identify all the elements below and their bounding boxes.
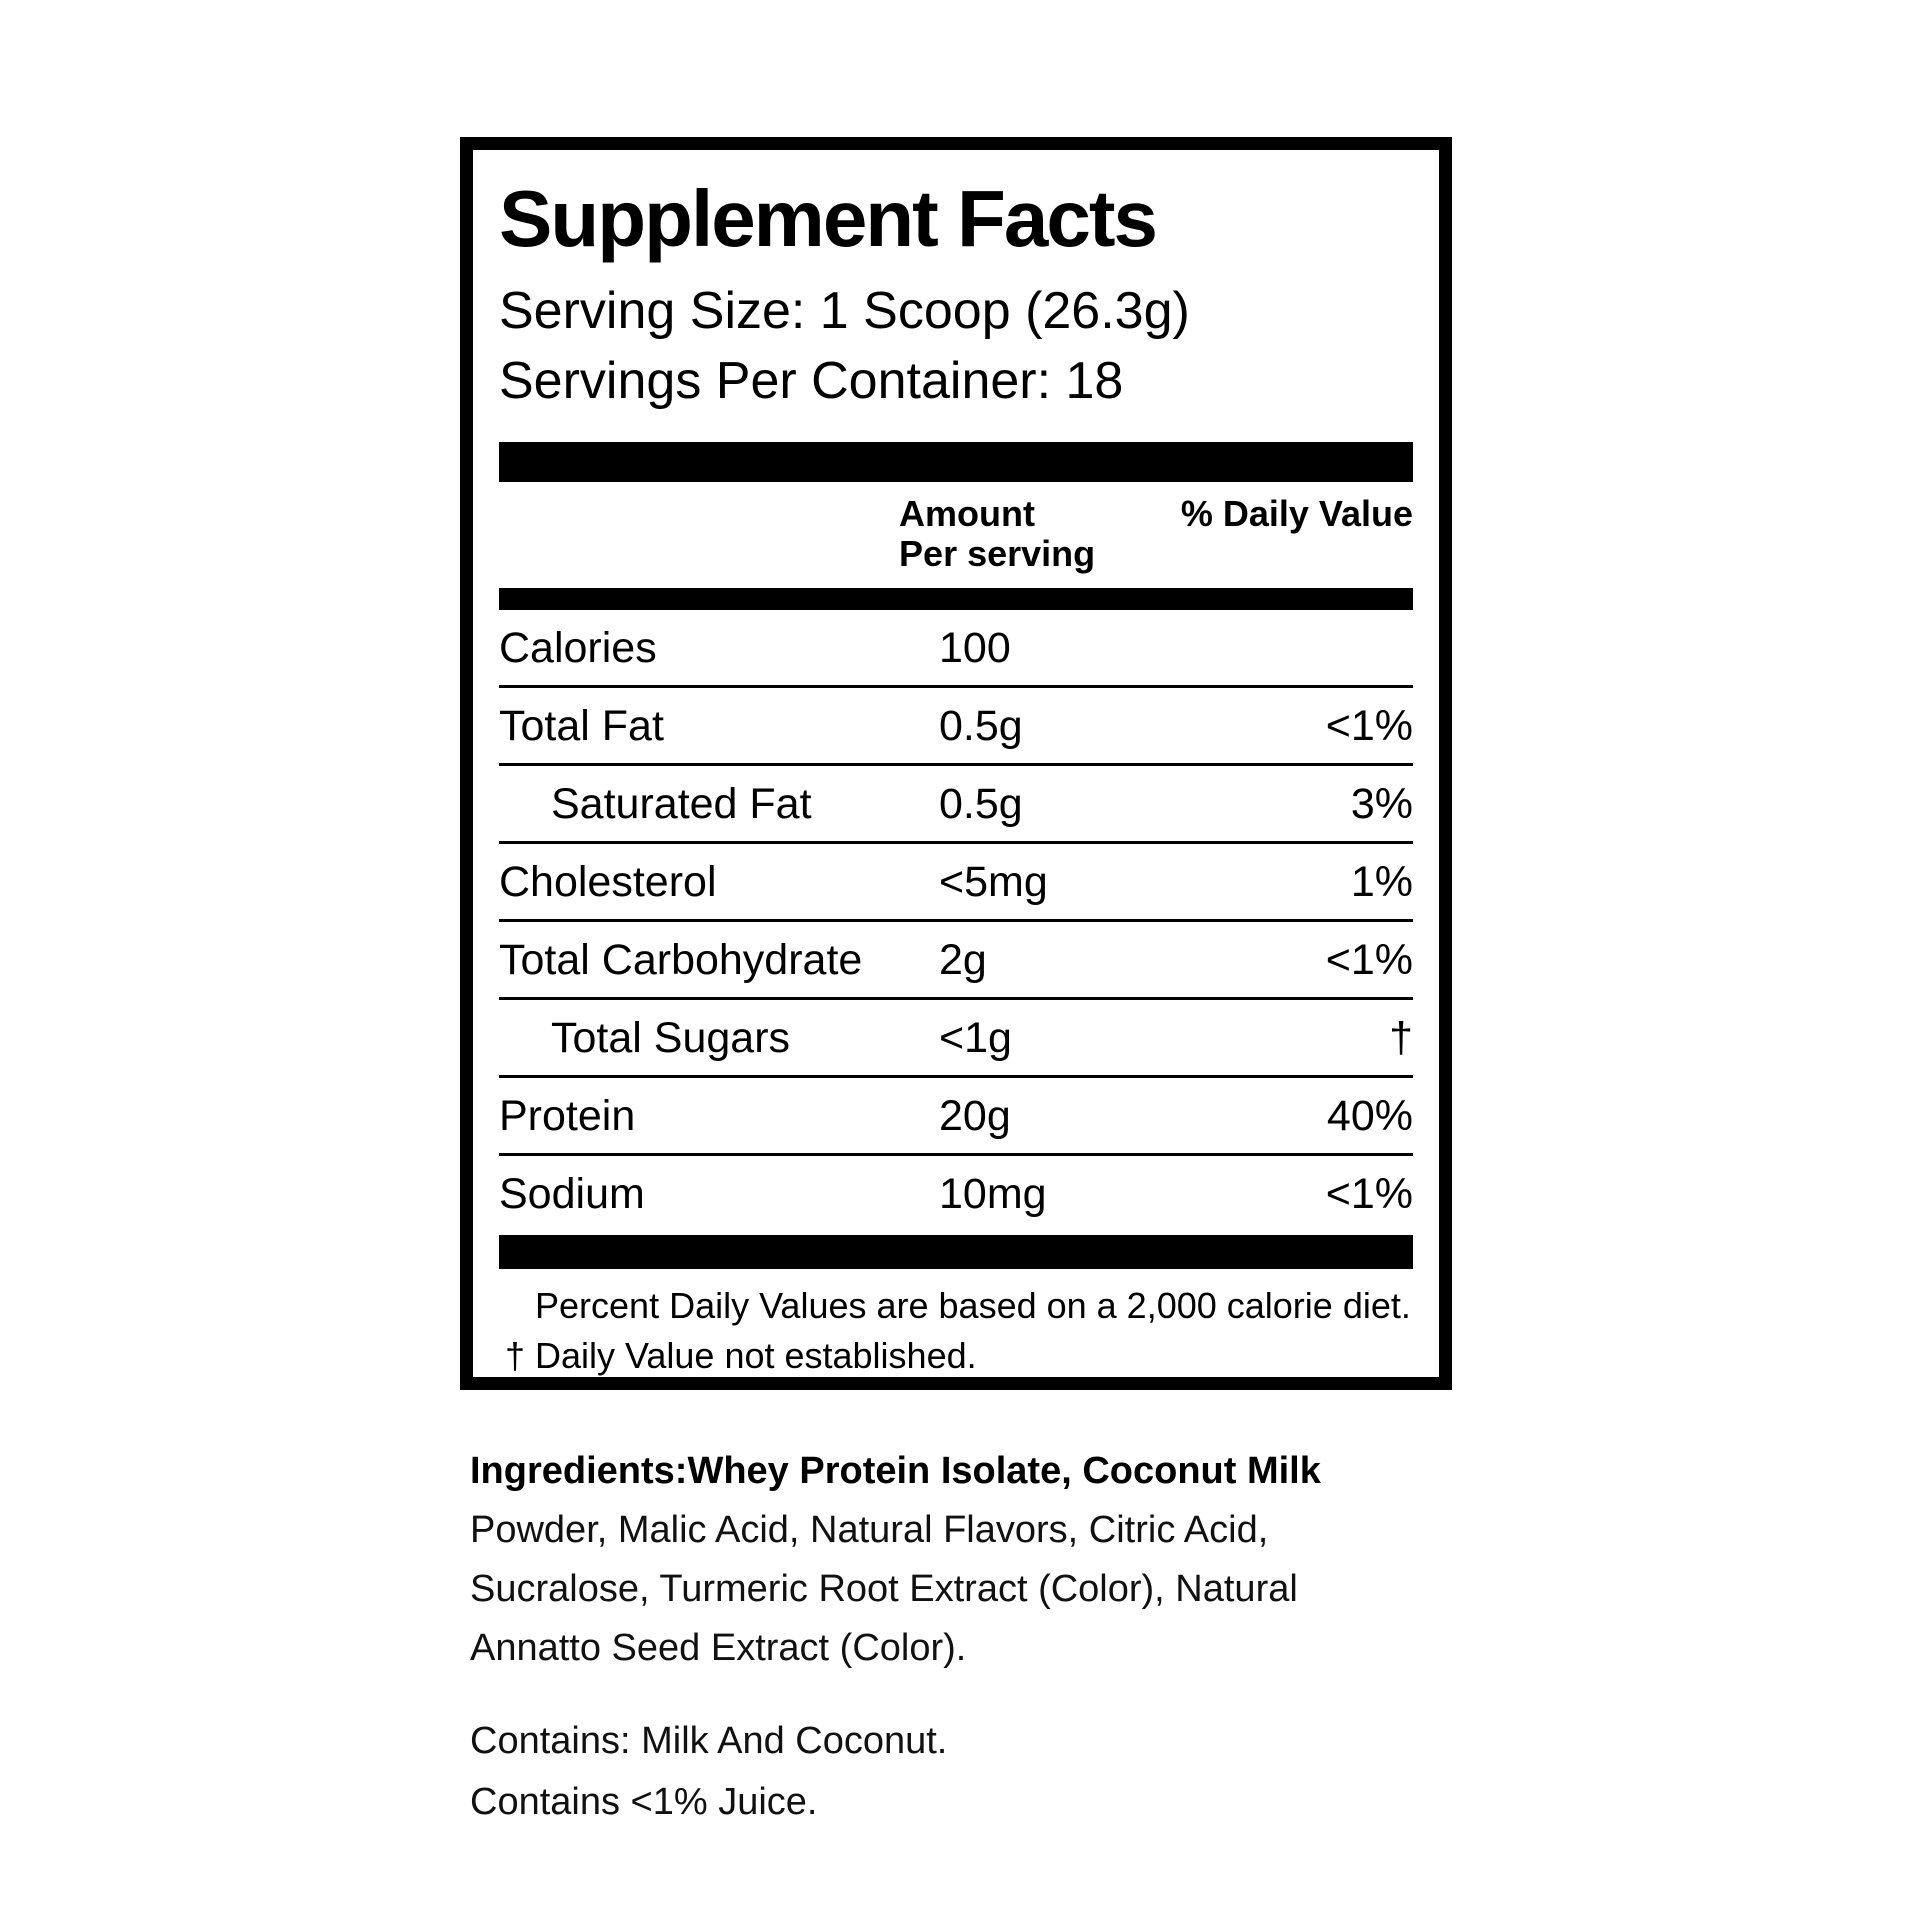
contains-allergens: Contains: Milk And Coconut.: [470, 1720, 948, 1762]
nutrient-daily-value: 1%: [1350, 858, 1413, 906]
nutrient-amount: 0.5g: [939, 780, 1023, 828]
serving-info: [499, 276, 1413, 416]
nutrient-name: Calories: [499, 624, 657, 672]
nutrient-name: Saturated Fat: [551, 780, 812, 828]
panel-title: Supplement Facts: [499, 174, 1157, 263]
separator-bar-top: [499, 442, 1413, 482]
nutrient-daily-value: 40%: [1326, 1092, 1413, 1140]
servings-per-container: Servings Per Container: 18: [499, 352, 1124, 410]
nutrient-name: Total Fat: [499, 702, 664, 750]
nutrient-name: Total Sugars: [551, 1014, 791, 1062]
ingredients-section: [470, 1442, 1430, 1833]
nutrient-amount: 100: [939, 624, 1011, 672]
nutrient-name: Total Carbohydrate: [499, 936, 863, 984]
nutrient-daily-value: <1%: [1325, 1170, 1413, 1218]
nutrient-name: Cholesterol: [499, 858, 717, 906]
serving-size: Serving Size: 1 Scoop (26.3g): [499, 282, 1190, 340]
nutrient-amount: 10mg: [939, 1170, 1047, 1218]
table-row-calories: [499, 610, 1413, 688]
nutrient-amount: <5mg: [939, 858, 1048, 906]
table-row-total-fat: [499, 688, 1413, 766]
contains-juice: Contains <1% Juice.: [470, 1781, 818, 1823]
supplement-facts-panel: [460, 137, 1452, 1390]
ingredients-line-bold: Ingredients:Whey Protein Isolate, Coconut Milk: [470, 1450, 1321, 1492]
ingredients-line: Sucralose, Turmeric Root Extract (Color), Natural: [470, 1568, 1298, 1610]
amount-header-line1: Amount: [899, 493, 1035, 534]
table-row-total-carbohydrate: [499, 922, 1413, 1000]
nutrient-daily-value: <1%: [1325, 702, 1413, 750]
ingredients-line: Annatto Seed Extract (Color).: [470, 1627, 967, 1669]
ingredients-line: Powder, Malic Acid, Natural Flavors, Citric Acid,: [470, 1509, 1269, 1551]
table-row-total-sugars: [499, 1000, 1413, 1078]
nutrient-daily-value: 3%: [1350, 780, 1413, 828]
nutrient-amount: 0.5g: [939, 702, 1023, 750]
column-header-daily-value: % Daily Value: [1180, 493, 1413, 534]
nutrient-daily-value: <1%: [1325, 936, 1413, 984]
allergen-section: [470, 1711, 1430, 1833]
nutrient-name: Protein: [499, 1092, 636, 1140]
table-column-header: [499, 494, 1413, 574]
table-row-sodium: [499, 1156, 1413, 1231]
footnote-daily-value-not-established: † Daily Value not established.: [505, 1335, 977, 1376]
nutrient-amount: 20g: [939, 1092, 1011, 1140]
amount-header-line2: Per serving: [899, 533, 1096, 574]
nutrient-amount: <1g: [939, 1014, 1012, 1062]
separator-bar-bottom: [499, 1235, 1413, 1269]
nutrient-name: Sodium: [499, 1170, 645, 1218]
table-row-protein: [499, 1078, 1413, 1156]
nutrient-daily-value: †: [1389, 1014, 1413, 1062]
nutrient-amount: 2g: [939, 936, 987, 984]
table-row-saturated-fat: [499, 766, 1413, 844]
separator-bar-header: [499, 588, 1413, 610]
footnote-percent-daily-values: Percent Daily Values are based on a 2,000 calorie diet.: [535, 1285, 1411, 1326]
table-row-cholesterol: [499, 844, 1413, 922]
nutrient-table: [499, 610, 1413, 1231]
column-header-amount: [899, 494, 1181, 574]
